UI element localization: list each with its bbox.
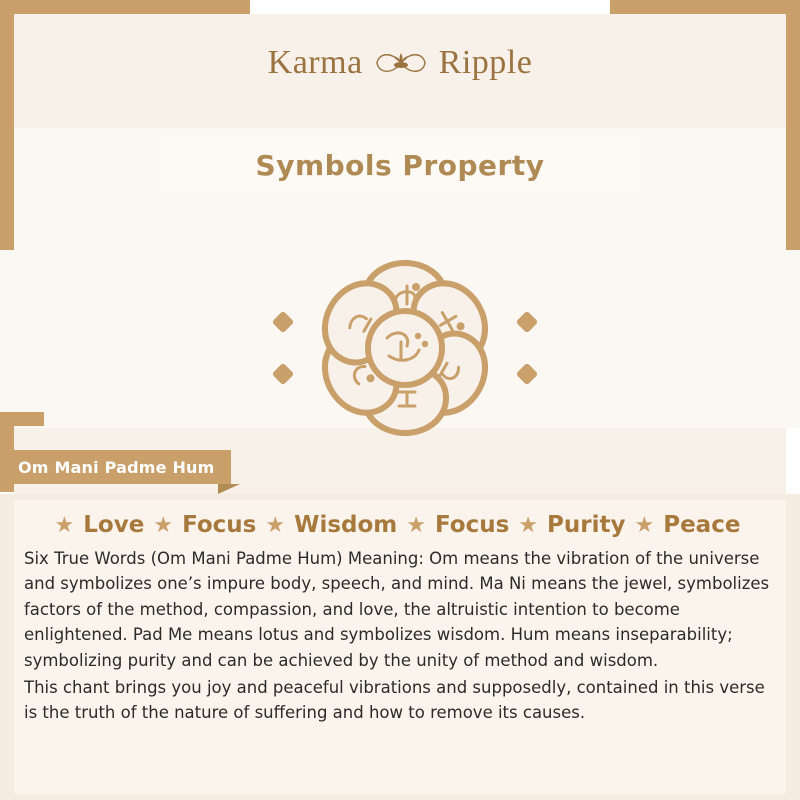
lotus-infinity-icon — [373, 46, 429, 80]
keyword-love: Love — [83, 512, 145, 538]
lotus-mandala-icon — [265, 212, 545, 480]
body-copy — [24, 546, 780, 726]
brand-name-left: Karma — [267, 44, 363, 81]
mantra-tag — [0, 450, 231, 484]
star-icon: ★ — [265, 512, 286, 537]
keyword-list — [0, 512, 800, 538]
star-icon: ★ — [153, 512, 174, 537]
corner-frame-top-right-vertical — [786, 0, 800, 250]
brand-logo — [0, 44, 800, 82]
star-icon: ★ — [54, 512, 75, 537]
keyword-peace: Peace — [663, 512, 741, 538]
page-title: Symbols Property — [255, 148, 545, 182]
keyword-focus-1: Focus — [182, 512, 257, 538]
keyword-purity: Purity — [547, 512, 626, 538]
star-icon: ★ — [518, 512, 539, 537]
page-title-bar — [160, 136, 640, 194]
corner-frame-top-left-horizontal — [0, 0, 250, 14]
body-paragraph-1: Six True Words (Om Mani Padme Hum) Meaning: Om means the vibration of the universe and symbolizes one’s impure body, speech, and mind. Ma Ni means the jewel, symbolizes factors of the method, compassion, and love, the altruistic intention to become enlightened. Pad Me means lotus and symbolizes wisdom. Hum means inseparability; symbolizing purity and can be achieved by the unity of method and wisdom. — [24, 549, 770, 670]
mantra-tag-notch — [218, 484, 240, 494]
keyword-wisdom: Wisdom — [294, 512, 398, 538]
star-icon: ★ — [406, 512, 427, 537]
brand-name-right: Ripple — [438, 44, 533, 81]
mantra-tag-label: Om Mani Padme Hum — [18, 457, 215, 477]
body-paragraph-2: This chant brings you joy and peaceful vibrations and supposedly, contained in this verse is the truth of the nature of suffering and how to remove its causes. — [24, 678, 765, 723]
keyword-focus-2: Focus — [435, 512, 510, 538]
corner-frame-top-right-horizontal — [610, 0, 800, 14]
corner-frame-top-left-vertical — [0, 0, 14, 250]
star-icon: ★ — [634, 512, 655, 537]
